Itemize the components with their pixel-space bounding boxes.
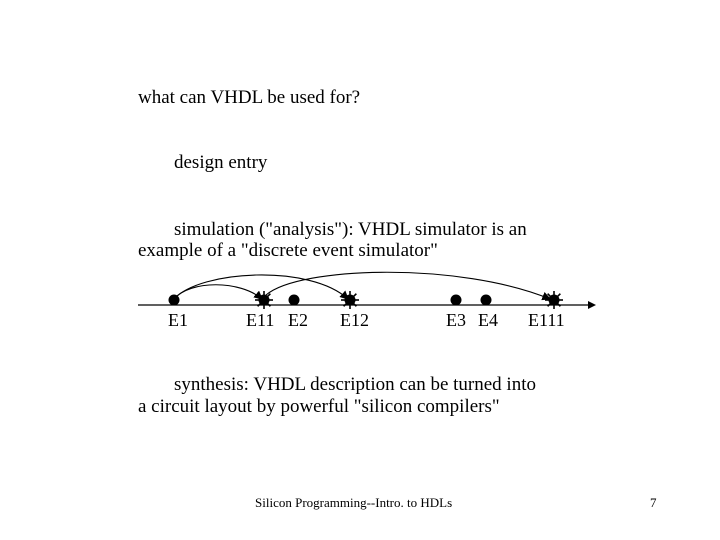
- event-label-e4: E4: [478, 310, 498, 330]
- arc-e1-to-e11: [174, 285, 262, 299]
- bullet-synthesis-line1: synthesis: VHDL description can be turned into: [174, 374, 536, 395]
- footer-title: Silicon Programming--Intro. to HDLs: [255, 495, 453, 510]
- event-burst-e12: [341, 291, 359, 309]
- event-dot-e4: [481, 295, 492, 306]
- arc-e11-to-e111: [266, 272, 550, 299]
- bullet-design-entry: design entry: [174, 152, 268, 173]
- bullet-synthesis-line2: a circuit layout by powerful "silicon compilers": [138, 396, 500, 417]
- bullet-simulation-line2: example of a "discrete event simulator": [138, 240, 438, 261]
- event-label-e2: E2: [288, 310, 308, 330]
- event-label-e1: E1: [168, 310, 188, 330]
- event-dot-e2: [289, 295, 300, 306]
- event-label-e3: E3: [446, 310, 466, 330]
- event-burst-e11: [255, 291, 273, 309]
- event-label-e11: E11: [246, 310, 275, 330]
- event-burst-e111: [545, 291, 563, 309]
- page-number: 7: [650, 495, 657, 510]
- slide-heading: what can VHDL be used for?: [138, 87, 361, 108]
- event-timeline-diagram: [130, 262, 600, 332]
- event-label-e111: E111: [528, 310, 565, 330]
- time-axis-arrowhead: [588, 301, 596, 309]
- event-dot-e1: [169, 295, 180, 306]
- bullet-simulation-line1: simulation ("analysis"): VHDL simulator is an: [174, 219, 527, 240]
- event-label-e12: E12: [340, 310, 369, 330]
- event-dot-e3: [451, 295, 462, 306]
